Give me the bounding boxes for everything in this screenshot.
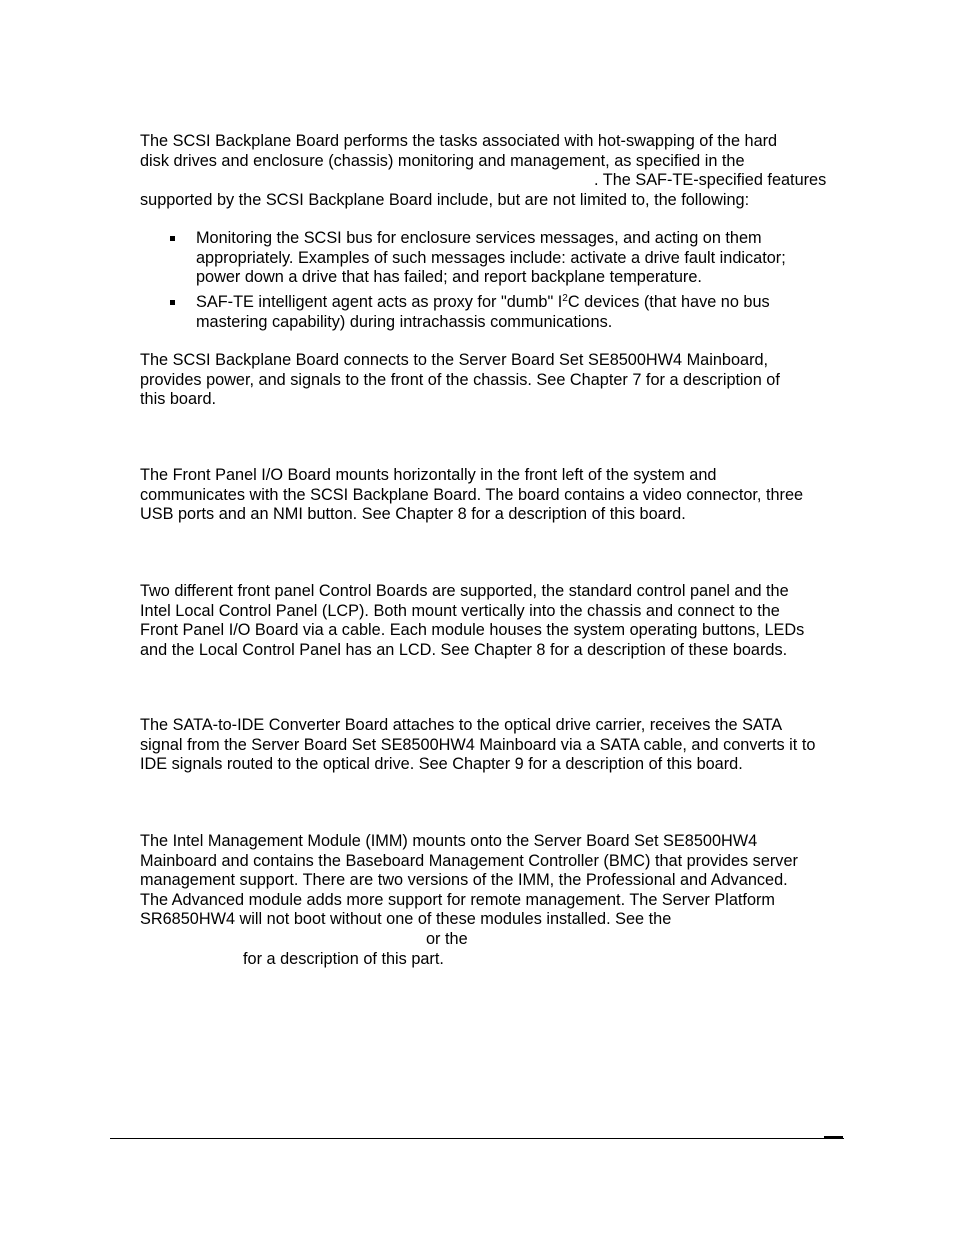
text-line: The SCSI Backplane Board performs the tasks associated with hot-swapping of the hard [140, 132, 778, 150]
footer-rule [110, 1138, 844, 1139]
paragraph-scsi-intro [140, 132, 826, 210]
text-fragment: SAF-TE intelligent agent acts as proxy for "dumb" I [196, 293, 563, 311]
text-line: for a description of this part. [243, 949, 444, 968]
text-line: power down a drive that has failed; and report backplane temperature. [196, 268, 702, 287]
text-line: The SATA-to-IDE Converter Board attaches to the optical drive carrier, receives the SATA [140, 716, 783, 734]
text-line: The SCSI Backplane Board connects to the Server Board Set SE8500HW4 Mainboard, [140, 351, 769, 369]
paragraph-control-boards [140, 582, 804, 660]
text-line: signal from the Server Board Set SE8500HW4 Mainboard via a SATA cable, and converts it to [140, 735, 816, 754]
text-line: The Front Panel I/O Board mounts horizontally in the front left of the system and [140, 466, 717, 484]
paragraph-sata-ide [140, 716, 815, 775]
text-line: Mainboard and contains the Baseboard Management Controller (BMC) that provides server [140, 851, 798, 870]
text-line: communicates with the SCSI Backplane Board. The board contains a video connector, three [140, 485, 804, 504]
paragraph-front-panel-io [140, 466, 803, 525]
text-line: or the [426, 929, 468, 948]
text-line: Monitoring the SCSI bus for enclosure services messages, and acting on them [196, 229, 762, 247]
text-line: Front Panel I/O Board via a cable. Each module houses the system operating buttons, LEDs [140, 621, 805, 640]
bullet-marker [170, 300, 175, 305]
text-line: management support. There are two versions of the IMM, the Professional and Advanced. [140, 871, 788, 890]
text-line: IDE signals routed to the optical drive. See Chapter 9 for a description of this board. [140, 755, 743, 774]
text-line: appropriately. Examples of such messages include: activate a drive fault indicator; [196, 248, 786, 267]
text-line: this board. [140, 390, 217, 409]
text-fragment: C devices (that have no bus [567, 293, 770, 311]
paragraph-imm [140, 832, 798, 969]
text-line: USB ports and an NMI button. See Chapter 8 for a description of this board. [140, 505, 686, 524]
text-line: and the Local Control Panel has an LCD. See Chapter 8 for a description of these boards. [140, 640, 788, 659]
text-line: disk drives and enclosure (chassis) monitoring and management, as specified in the [140, 151, 745, 170]
paragraph-scsi-connect [140, 351, 780, 410]
text-line: Two different front panel Control Boards are supported, the standard control panel and the [140, 582, 789, 600]
footer-mark [824, 1136, 843, 1138]
text-line: The Advanced module adds more support for remote management. The Server Platform [140, 890, 775, 909]
text-line: SR6850HW4 will not boot without one of these modules installed. See the [140, 910, 672, 929]
text-line: provides power, and signals to the front of the chassis. See Chapter 7 for a description of [140, 370, 780, 389]
bullet-marker [170, 236, 175, 241]
text-line: The Intel Management Module (IMM) mounts onto the Server Board Set SE8500HW4 [140, 832, 758, 850]
text-line: Intel Local Control Panel (LCP). Both mount vertically into the chassis and connect to the [140, 601, 780, 620]
superscript: 2 [562, 293, 568, 304]
text-line: mastering capability) during intrachassis communications. [196, 312, 613, 331]
text-line: supported by the SCSI Backplane Board include, but are not limited to, the following: [140, 190, 750, 209]
text-line: . The SAF-TE-specified features [594, 171, 827, 190]
